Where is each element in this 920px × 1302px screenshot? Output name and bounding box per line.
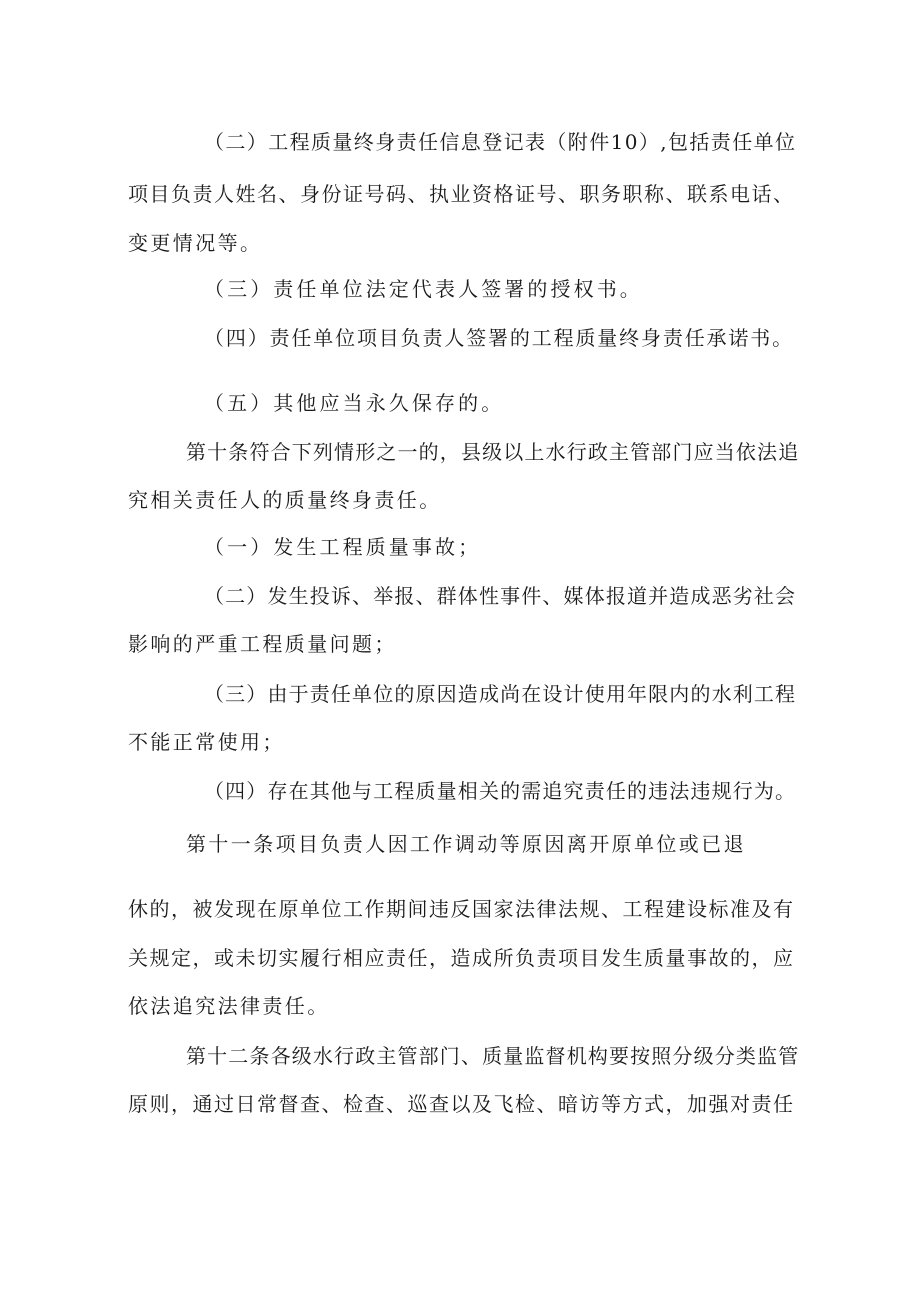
article-10-item-3-line-1: （三）由于责任单位的原因造成尚在设计使用年限内的水利工程 xyxy=(204,682,797,706)
article-11-line-4: 依法追究法律责任。 xyxy=(128,994,330,1018)
article-10-item-3-line-2: 不能正常使用； xyxy=(128,730,285,754)
article-10-item-2-line-1: （二）发生投诉、举报、群体性事件、媒体报道并造成恶劣社会 xyxy=(204,584,797,608)
article-12-line-1: 第十二条各级水行政主管部门、质量监督机构要按照分级分类监管 xyxy=(186,1044,800,1068)
item-3: （三）责任单位法定代表人签署的授权书。 xyxy=(204,277,643,301)
article-12-line-2: 原则，通过日常督查、检查、巡查以及飞检、暗访等方式，加强对责任 xyxy=(128,1092,795,1116)
article-10-item-1: （一）发生工程质量事故； xyxy=(204,535,482,559)
item-2-line-1: （二）工程质量终身责任信息登记表（附件10）,包括责任单位 xyxy=(204,130,797,154)
item-4: （四）责任单位项目负责人签署的工程质量终身责任承诺书。 xyxy=(204,326,794,350)
item-5: （五）其他应当永久保存的。 xyxy=(204,391,505,415)
article-10-line-2: 究相关责任人的质量终身责任。 xyxy=(128,488,442,512)
item-2-line-3: 变更情况等。 xyxy=(128,231,263,255)
article-11-line-1: 第十一条项目负责人因工作调动等原因离开原单位或已退 xyxy=(186,832,746,856)
article-10-item-2-line-2: 影响的严重工程质量问题； xyxy=(128,632,397,656)
article-10-line-1: 第十条符合下列情形之一的，县级以上水行政主管部门应当依法追 xyxy=(186,440,800,464)
article-10-item-4: （四）存在其他与工程质量相关的需追究责任的违法违规行为。 xyxy=(204,779,797,803)
article-11-line-3: 关规定，或未切实履行相应责任，造成所负责项目发生质量事故的，应 xyxy=(128,946,795,970)
article-11-line-2: 休的，被发现在原单位工作期间违反国家法律法规、工程建设标准及有 xyxy=(128,897,795,921)
item-2-line-2: 项目负责人姓名、身份证号码、执业资格证号、职务职称、联系电话、 xyxy=(128,182,795,206)
